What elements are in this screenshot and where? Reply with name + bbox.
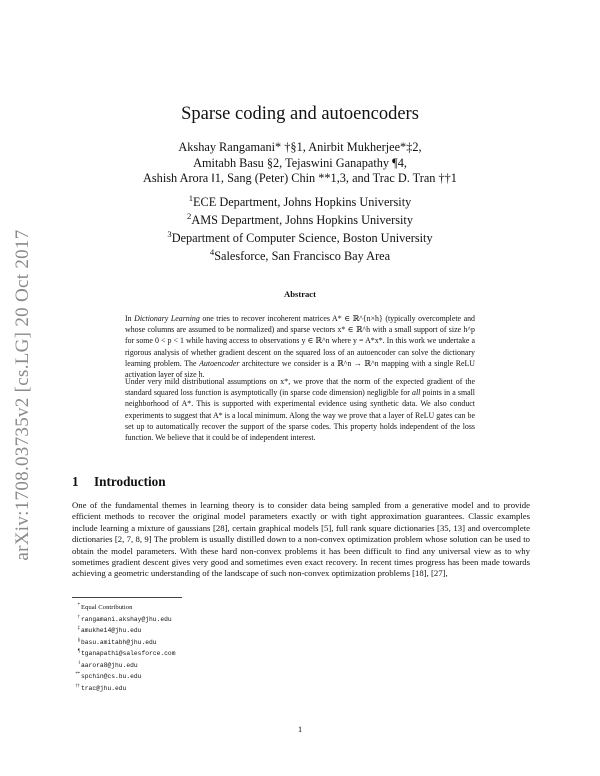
footnote-item: ‖aarora8@jhu.edu: [78, 660, 138, 669]
abstract-paragraph-1: In Dictionary Learning one tries to recover incoherent matrices A* ∈ ℝ^{n×h} (typically overcomplete and whose columns are assumed to be normalized) and sparse vectors x* ∈ ℝ^h with a small support of size h^p for some 0 < p < 1 while having access to observations y ∈ ℝ^n where y = A*x*. In this work we undertake a rigorous analysis of whether gradient descent on the squared loss of an autoencoder can solve the dictionary learning problem. The Autoencoder architecture we consider is a ℝ^n → ℝ^n mapping with a single ReLU activation layer of size h.: [125, 314, 475, 380]
footnote-item: *Equal Contribution: [77, 603, 133, 612]
abstract-heading: Abstract: [284, 289, 316, 299]
section-heading: [72, 474, 166, 490]
intro-paragraph: One of the fundamental themes in learning theory is to consider data being sampled from a generative model and to provide efficient methods to recover the original model parameters exactly or with tight approximation guarantees. Classic examples include learning a mixture of gaussians [28], certain graphical models [5], full rank square dictionaries [35, 13] and overcomplete dictionaries [2, 7, 8, 9] The problem is usually distilled down to a non-convex optimization problem whose solution can be used to obtain the model parameters. With these hard non-convex problems it has been difficult to find any universal view as to why sometimes gradient descent gives very good and sometimes even exact recovery. In recent times progress has been made towards achieving a geometric understanding of the landscape of such non-convex optimization problems [18], [27],: [72, 500, 530, 579]
affiliation-2: $^2$AMS Department, Johns Hopkins University: [187, 210, 413, 227]
paper-title: Sparse coding and autoencoders: [181, 104, 419, 124]
author-line-3: Ashish Arora ‖1, Sang (Peter) Chin **1,3, and Trac D. Tran ††1: [143, 171, 457, 186]
affiliation-4: $^4$Salesforce, San Francisco Bay Area: [209, 246, 391, 263]
author-line-1: Akshay Rangamani* †§1, Anirbit Mukherjee*‡2,: [178, 140, 422, 154]
affiliation-1: $^1$ECE Department, Johns Hopkins University: [188, 193, 412, 210]
footnote-item: ¶tganapathi@salesforce.com: [77, 649, 176, 658]
page-number: 1: [297, 724, 303, 734]
footnote-rule: [72, 597, 182, 598]
arxiv-stamp: [6, 210, 40, 580]
arxiv-stamp-text: arXiv:1708.03735v2 [cs.LG] 20 Oct 2017: [12, 229, 33, 561]
author-list: [100, 140, 500, 187]
footnote-item: §basu.amitabh@jhu.edu: [77, 637, 157, 646]
section-number: 1: [72, 474, 79, 489]
abstract-paragraph-2: Under very mild distributional assumptions on x*, we prove that the norm of the expected gradient of the standard squared loss function is asymptotically (in sparse code dimension) negligible for all points in a small neighborhood of A*. This is supported with experimental evidence using synthetic data. We also conduct experiments to suggest that A* is a local minimum. Along the way we prove that a layer of ReLU gates can be set up to automatically recover the support of the sparse codes. This property holds independent of the loss function. We believe that it could be of independent interest.: [125, 377, 475, 443]
footnote-item: ††trac@jhu.edu: [75, 683, 127, 692]
footnote-item: †rangamani.akshay@jhu.edu: [77, 614, 172, 623]
footnote-item: ‡amukhe14@jhu.edu: [77, 626, 142, 635]
author-line-2: Amitabh Basu §2, Tejaswini Ganapathy ¶4,: [193, 155, 407, 170]
affiliation-list: [100, 192, 500, 264]
affiliation-3: $^3$Department of Computer Science, Boston University: [167, 228, 433, 245]
section-title: Introduction: [94, 474, 166, 489]
footnote-item: **spchin@cs.bu.edu: [75, 672, 142, 681]
footnote-list: [72, 601, 175, 693]
